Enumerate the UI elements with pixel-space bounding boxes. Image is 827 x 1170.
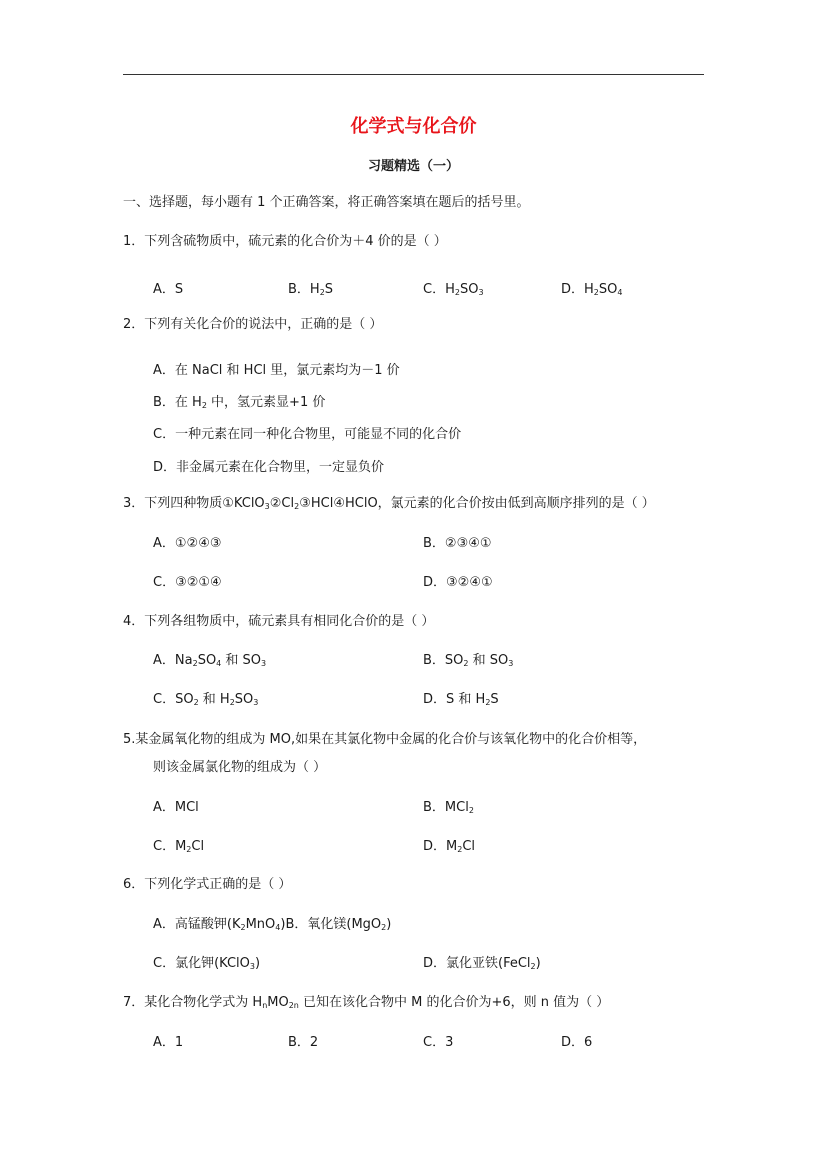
q1-option-c: C．$H_2SO_3$ <box>423 282 484 297</box>
q3-option-c: C．③②①④ <box>153 575 222 590</box>
q6-option-c: C．氯化钾(KClO$_3$) <box>153 956 261 971</box>
q4-option-c: C．$SO_2$ 和 $H_2SO_3$ <box>153 692 259 707</box>
question-1: 1．下列含硫物质中，硫元素的化合价为＋4 价的是（ ） <box>123 234 447 249</box>
q3-option-b: B．②③④① <box>423 536 492 551</box>
question-3: 3．下列四种物质$①KClO_3②Cl_2③HCl④HClO$，氯元素的化合价按由低到高顺序排列的是（ ） <box>123 496 655 511</box>
q6-option-d: D．氯化亚铁(FeCl$_2$) <box>423 956 541 971</box>
q7-option-b: B．2 <box>288 1035 319 1050</box>
q7-option-a: A．1 <box>153 1035 184 1050</box>
q2-option-a: A．在 NaCl 和 HCl 里，氯元素均为－1 价 <box>153 363 400 378</box>
question-6: 6．下列化学式正确的是（ ） <box>123 877 292 892</box>
q4-option-a: A．$Na_2SO_4$ 和 $SO_3$ <box>153 653 267 668</box>
q3-option-d: D．③②④① <box>423 575 493 590</box>
q4-option-d: D．S 和 $H_2S$ <box>423 692 499 707</box>
q5-option-a: A．MCl <box>153 800 199 815</box>
q1-option-d: D．$H_2SO_4$ <box>561 282 623 297</box>
q2-option-b: B．在 $H_2$ 中，氢元素显+1 价 <box>153 395 326 410</box>
question-5: 5.某金属氧化物的组成为 MO,如果在其氯化物中金属的化合价与该氧化物中的化合价相等， <box>123 732 647 747</box>
q5-option-b: B．MCl$_2$ <box>423 800 474 815</box>
q5-option-d: D．$M_2Cl$ <box>423 839 476 854</box>
q3-option-a: A．①②④③ <box>153 536 222 551</box>
q7-option-d: D．6 <box>561 1035 593 1050</box>
q1-option-a: A．S <box>153 282 184 297</box>
page-subtitle: 习题精选（一） <box>367 159 459 174</box>
header-rule <box>123 74 704 75</box>
question-5-continued: 则该金属氯化物的组成为（ ） <box>153 760 327 775</box>
q2-option-d: D．非金属元素在化合物里，一定显负价 <box>153 460 385 475</box>
q2-option-c: C．一种元素在同一种化合物里，可能显不同的化合价 <box>153 427 462 442</box>
q5-option-c: C．$M_2Cl$ <box>153 839 205 854</box>
q1-option-b: B．$H_2S$ <box>288 282 334 297</box>
q6-option-a-b: A．高锰酸钾$(K_2MnO_4)B$．氧化镁(MgO$_2$) <box>153 917 392 932</box>
q4-option-b: B．$SO_2$ 和 $SO_3$ <box>423 653 514 668</box>
section-instruction: 一、选择题，每小题有 1 个正确答案，将正确答案填在题后的括号里。 <box>123 195 530 210</box>
question-4: 4．下列各组物质中，硫元素具有相同化合价的是（ ） <box>123 614 435 629</box>
q7-option-c: C．3 <box>423 1035 454 1050</box>
page-title: 化学式与化合价 <box>350 116 477 137</box>
question-2: 2．下列有关化合价的说法中，正确的是（ ） <box>123 317 383 332</box>
question-7: 7．某化合物化学式为 $H_nMO_{2n}$ 已知在该化合物中 M 的化合价为+6，则 n 值为（ ） <box>123 995 610 1010</box>
